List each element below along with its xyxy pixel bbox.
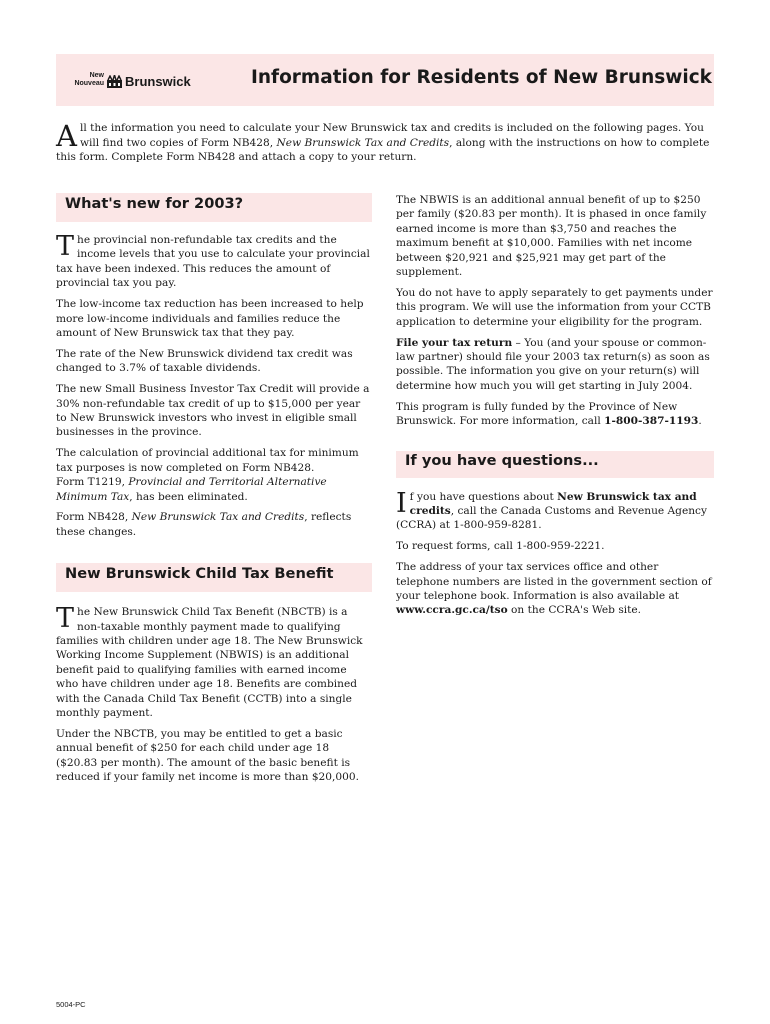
nbwis-paragraph: The NBWIS is an additional annual benefit of up to $250 per family ($20.83 per month). It is phased in once family earned income is more than $3,750 and reaches the maximum benefit at $10,000. Families with net income between $20,921 and $25,921 may get part of the supplement. xyxy=(396,194,707,279)
whats-new-paragraph-2: The low-income tax reduction has been increased to help more low-income individuals and families reduce the amount of New Brunswick tax that they pay. xyxy=(56,298,364,339)
whats-new-paragraph-3: The rate of the New Brunswick dividend tax credit was changed to 3.7% of taxable dividends. xyxy=(56,347,353,375)
section-heading-whats-new: What's new for 2003? xyxy=(56,193,372,222)
new-brunswick-logo xyxy=(68,72,198,92)
child-benefit-paragraph-2: Under the NBCTB, you may be entitled to get a basic annual benefit of $250 for each child under age 18 ($20.83 per month). The amount of the basic benefit is reduced if your family net income is more than $20,000. xyxy=(56,727,359,784)
questions-paragraph-3: The address of your tax services office and other telephone numbers are listed in the government section of your telephone book. Information is also available at www.ccra.gc.ca/tso on the CCRA's Web site. xyxy=(396,561,712,617)
no-apply-paragraph: You do not have to apply separately to get payments under this program. We will use the information from your CCTB application to determine your eligibility for the program. xyxy=(396,286,713,328)
funding-paragraph: This program is fully funded by the Province of New Brunswick. For more information, call 1-800-387-1193. xyxy=(396,400,702,428)
crest-icon xyxy=(106,75,123,89)
questions-paragraph-2: To request forms, call 1-800-959-2221. xyxy=(396,540,605,553)
header-band xyxy=(56,54,714,106)
questions-paragraph-1: If you have questions about New Brunswick tax and credits, call the Canada Customs and Revenue Agency (CCRA) at 1-800-959-8281. xyxy=(396,487,707,532)
file-return-paragraph: File your tax return – You (and your spouse or common-law partner) should file your 2003 tax return(s) as soon as possible. The information you give on your return(s) will determine how much you will get starting in July 2004. xyxy=(396,336,710,392)
section-heading-questions: If you have questions... xyxy=(396,451,714,478)
whats-new-paragraph-6: Form NB428, New Brunswick Tax and Credits, reflects these changes. xyxy=(56,511,352,538)
intro-dropcap: A xyxy=(56,119,77,153)
intro-paragraph: All the information you need to calculate your New Brunswick tax and credits is included on the following pages. You will find two copies of Form NB428, New Brunswick Tax and Credits, along with the instructions on how to complete this form. Complete Form NB428 and attach a copy to your return. xyxy=(56,119,710,164)
page-title: Information for Residents of New Brunswick xyxy=(251,67,712,88)
right-column xyxy=(396,193,714,624)
whats-new-paragraph-4: The new Small Business Investor Tax Credit will provide a 30% non-refundable tax credit of up to $15,000 per year to New Brunswick investors who invest in eligible small businesses in the province. xyxy=(56,383,370,439)
section-heading-child-tax-benefit: New Brunswick Child Tax Benefit xyxy=(56,563,372,592)
whats-new-paragraph-1: The provincial non-refundable tax credits and the income levels that you use to calculate your provincial tax have been indexed. This reduces the amount of provincial tax you pay. xyxy=(56,231,370,290)
logo-brunswick-text: Brunswick xyxy=(125,74,191,89)
child-benefit-paragraph-1: The New Brunswick Child Tax Benefit (NBCTB) is a non-taxable monthly payment made to qualifying families with children under age 18. The New Brunswick Working Income Supplement (NBWIS) is an additional benefit paid to qualifying families with earned income who have children under age 18. Benefits are combined with the Canada Child Tax Benefit (CCTB) into a single monthly payment. xyxy=(56,603,363,720)
form-code: 5004-PC xyxy=(56,1000,86,1009)
whats-new-paragraph-5: The calculation of provincial additional tax for minimum tax purposes is now completed on Form NB428. Form T1219, Provincial and Territorial Alternative Minimum Tax, has been eliminated. xyxy=(56,447,359,503)
logo-small-text: New Nouveau xyxy=(74,72,104,87)
left-column xyxy=(56,193,372,791)
